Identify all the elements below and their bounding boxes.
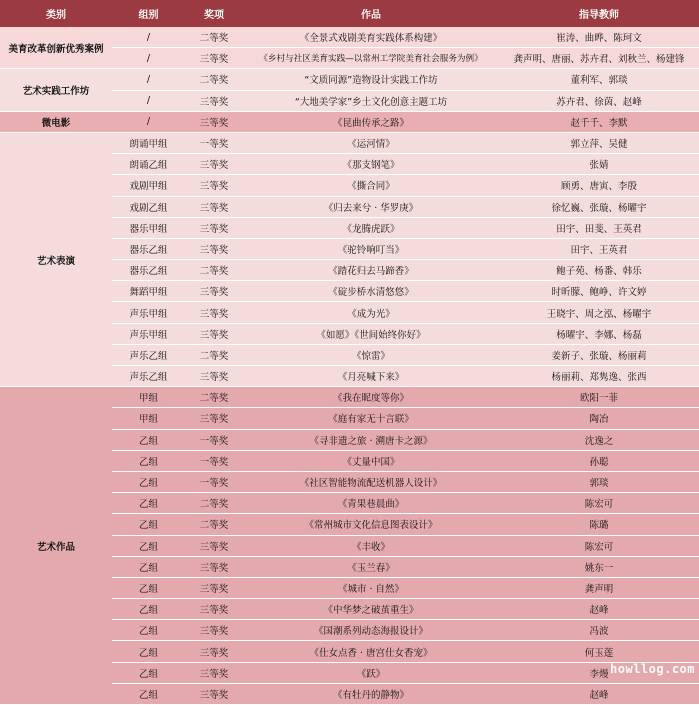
group-cell: 乙组: [112, 599, 185, 620]
award-cell: 一等奖: [185, 429, 243, 450]
group-cell: 声乐甲组: [112, 302, 185, 323]
award-cell: 三等奖: [185, 323, 243, 344]
teacher-cell: 徐忆巍、张璇、杨曜宇: [499, 196, 699, 217]
work-cell: 《寻非遗之旅 · 溯唐卡之源》: [243, 429, 499, 450]
teacher-cell: 郭立萍、吴健: [499, 132, 699, 153]
table-row: [0, 27, 699, 48]
group-cell: 乙组: [112, 641, 185, 662]
work-cell: 《跃》: [243, 662, 499, 683]
award-cell: 三等奖: [185, 302, 243, 323]
work-cell: 《那支钢笔》: [243, 154, 499, 175]
work-cell: 《丈量中国》: [243, 450, 499, 471]
group-cell: 声乐乙组: [112, 366, 185, 387]
group-cell: 声乐甲组: [112, 323, 185, 344]
teacher-cell: 龚声明: [499, 577, 699, 598]
group-cell: /: [112, 69, 185, 90]
award-cell: 二等奖: [185, 344, 243, 365]
award-cell: 三等奖: [185, 683, 243, 704]
teacher-cell: 王晓宇、周之泓、杨曜宇: [499, 302, 699, 323]
table-row: [0, 69, 699, 90]
award-cell: 三等奖: [185, 599, 243, 620]
teacher-cell: 龚声明、唐丽、苏卉君、刘秋兰、杨建锋: [499, 48, 699, 69]
teacher-cell: 冯波: [499, 620, 699, 641]
award-cell: 二等奖: [185, 514, 243, 535]
work-cell: 《国潮系列动态海报设计》: [243, 620, 499, 641]
group-cell: 乙组: [112, 556, 185, 577]
work-cell: 《龙腾虎跃》: [243, 217, 499, 238]
category-cell: 艺术表演: [0, 132, 112, 386]
award-cell: 三等奖: [185, 556, 243, 577]
teacher-cell: 杨丽莉、郑隽逸、张西: [499, 366, 699, 387]
category-cell: 艺术作品: [0, 387, 112, 705]
award-cell: 三等奖: [185, 217, 243, 238]
group-cell: 戏剧甲组: [112, 175, 185, 196]
work-cell: 《驼铃响叮当》: [243, 238, 499, 259]
work-cell: 《踏花归去马蹄香》: [243, 260, 499, 281]
work-cell: 《成为光》: [243, 302, 499, 323]
award-cell: 一等奖: [185, 471, 243, 492]
work-cell: 《有牡丹的静物》: [243, 683, 499, 704]
table-body: [0, 27, 699, 705]
work-cell: 《归去来兮 · 华罗庚》: [243, 196, 499, 217]
award-cell: 三等奖: [185, 48, 243, 69]
award-cell: 二等奖: [185, 387, 243, 408]
teacher-cell: 陶冶: [499, 408, 699, 429]
teacher-cell: 赵峰: [499, 683, 699, 704]
group-cell: /: [112, 27, 185, 48]
work-cell: 《玉兰春》: [243, 556, 499, 577]
work-cell: 《青果巷晨曲》: [243, 493, 499, 514]
group-cell: 声乐乙组: [112, 344, 185, 365]
table-header-row: [0, 0, 699, 27]
award-cell: 一等奖: [185, 132, 243, 153]
header-group: 组别: [112, 0, 185, 27]
work-cell: “文质同源”造物设计实践工作坊: [243, 69, 499, 90]
work-cell: 《惊雷》: [243, 344, 499, 365]
teacher-cell: 沈逸之: [499, 429, 699, 450]
work-cell: 《碇步桥水清悠悠》: [243, 281, 499, 302]
award-cell: 三等奖: [185, 408, 243, 429]
table-row: [0, 132, 699, 153]
award-cell: 二等奖: [185, 69, 243, 90]
award-cell: 三等奖: [185, 662, 243, 683]
teacher-cell: 何玉莲: [499, 641, 699, 662]
teacher-cell: 李熳: [499, 662, 699, 683]
work-cell: 《丰收》: [243, 535, 499, 556]
header-work: 作品: [243, 0, 499, 27]
work-cell: 《城市 · 自然》: [243, 577, 499, 598]
teacher-cell: 杨曜宇、李娜、杨磊: [499, 323, 699, 344]
teacher-cell: 陈宏可: [499, 493, 699, 514]
award-cell: 二等奖: [185, 27, 243, 48]
teacher-cell: 田宇、王英君: [499, 238, 699, 259]
teacher-cell: 郭琰: [499, 471, 699, 492]
group-cell: 乙组: [112, 662, 185, 683]
work-cell: 《运河情》: [243, 132, 499, 153]
teacher-cell: 欧阳一菲: [499, 387, 699, 408]
teacher-cell: 时昕朦、鲍峥、许文婷: [499, 281, 699, 302]
award-cell: 二等奖: [185, 493, 243, 514]
teacher-cell: 董利军、郭琰: [499, 69, 699, 90]
group-cell: 朗诵甲组: [112, 132, 185, 153]
work-cell: 《中华梦之破茧重生》: [243, 599, 499, 620]
teacher-cell: 苏卉君、徐茵、赵峰: [499, 90, 699, 111]
work-cell: 《撕合同》: [243, 175, 499, 196]
work-cell: 《仕女点香 · 唐宫仕女香宠》: [243, 641, 499, 662]
group-cell: 乙组: [112, 450, 185, 471]
award-cell: 三等奖: [185, 641, 243, 662]
group-cell: 乙组: [112, 535, 185, 556]
header-teacher: 指导教师: [499, 0, 699, 27]
teacher-cell: 张婧: [499, 154, 699, 175]
group-cell: 器乐乙组: [112, 260, 185, 281]
teacher-cell: 孙聪: [499, 450, 699, 471]
group-cell: 舞蹈甲组: [112, 281, 185, 302]
work-cell: “大地美学家”乡土文化创意主题工坊: [243, 90, 499, 111]
group-cell: 乙组: [112, 514, 185, 535]
work-cell: 《社区智能物流配送机器人设计》: [243, 471, 499, 492]
group-cell: 朗诵乙组: [112, 154, 185, 175]
group-cell: 器乐甲组: [112, 217, 185, 238]
group-cell: 器乐乙组: [112, 238, 185, 259]
group-cell: 乙组: [112, 683, 185, 704]
group-cell: /: [112, 48, 185, 69]
award-cell: 三等奖: [185, 175, 243, 196]
work-cell: 《庭有家无十言联》: [243, 408, 499, 429]
work-cell: 《常州城市文化信息图表设计》: [243, 514, 499, 535]
table-row: [0, 387, 699, 408]
work-cell: 《我在昵度等你》: [243, 387, 499, 408]
work-cell: 《月亮喊下来》: [243, 366, 499, 387]
award-cell: 三等奖: [185, 620, 243, 641]
group-cell: /: [112, 90, 185, 111]
award-cell: 三等奖: [185, 535, 243, 556]
teacher-cell: 鲍子苑、杨番、韩乐: [499, 260, 699, 281]
watermark: howllog.com: [610, 662, 695, 676]
work-cell: 《乡村与社区美育实践—以常州工学院美育社会服务为例》: [243, 48, 499, 69]
work-cell: 《昆曲传承之路》: [243, 111, 499, 132]
group-cell: 乙组: [112, 493, 185, 514]
award-cell: 三等奖: [185, 238, 243, 259]
teacher-cell: 赵千千、李默: [499, 111, 699, 132]
award-cell: 二等奖: [185, 260, 243, 281]
group-cell: 甲组: [112, 408, 185, 429]
teacher-cell: 顾勇、唐寅、李殷: [499, 175, 699, 196]
award-cell: 三等奖: [185, 281, 243, 302]
table-row: [0, 111, 699, 132]
teacher-cell: 陈璐: [499, 514, 699, 535]
group-cell: 戏剧乙组: [112, 196, 185, 217]
group-cell: 乙组: [112, 471, 185, 492]
group-cell: 甲组: [112, 387, 185, 408]
category-cell: 微电影: [0, 111, 112, 132]
teacher-cell: 陈宏可: [499, 535, 699, 556]
category-cell: 美育改革创新优秀案例: [0, 27, 112, 69]
work-cell: 《如愿》《世间始终你好》: [243, 323, 499, 344]
header-award: 奖项: [185, 0, 243, 27]
award-cell: 三等奖: [185, 577, 243, 598]
group-cell: /: [112, 111, 185, 132]
group-cell: 乙组: [112, 577, 185, 598]
teacher-cell: 姜新子、张璇、杨丽莉: [499, 344, 699, 365]
award-cell: 三等奖: [185, 154, 243, 175]
award-cell: 三等奖: [185, 366, 243, 387]
award-cell: 三等奖: [185, 111, 243, 132]
teacher-cell: 田宇、田斐、王英君: [499, 217, 699, 238]
award-cell: 一等奖: [185, 450, 243, 471]
teacher-cell: 赵峰: [499, 599, 699, 620]
teacher-cell: 崔涛、曲晔、陈珂文: [499, 27, 699, 48]
group-cell: 乙组: [112, 429, 185, 450]
award-cell: 三等奖: [185, 196, 243, 217]
category-cell: 艺术实践工作坊: [0, 69, 112, 111]
teacher-cell: 姚东一: [499, 556, 699, 577]
group-cell: 乙组: [112, 620, 185, 641]
award-cell: 三等奖: [185, 90, 243, 111]
work-cell: 《全景式戏剧美育实践体系构建》: [243, 27, 499, 48]
header-category: 类别: [0, 0, 112, 27]
